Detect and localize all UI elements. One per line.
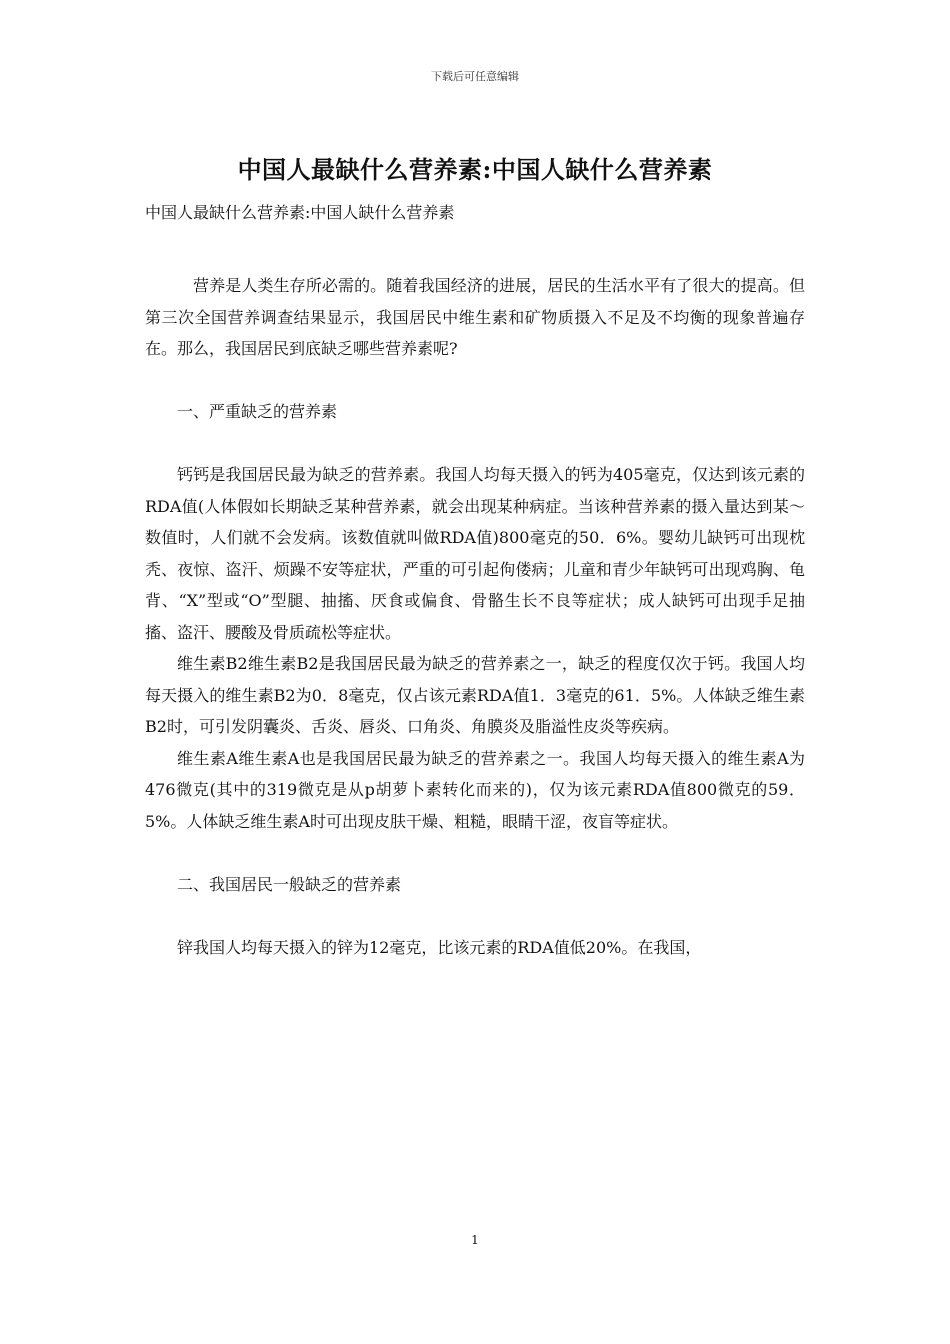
paragraph-gap (145, 837, 805, 869)
vitamin-b2-paragraph: 维生素B2维生素B2是我国居民最为缺乏的营养素之一，缺乏的程度仅次于钙。我国人均每天摄入的维生素B2为0．8毫克，仅占该元素RDA值1．3毫克的61．5%。人体缺乏维生素B2时，可引发阴囊炎、舌炎、唇炎、口角炎、角膜炎及脂溢性皮炎等疾病。 (145, 654, 805, 736)
paragraph-gap (145, 428, 805, 460)
paragraph-gap (145, 900, 805, 932)
document-subtitle: 中国人最缺什么营养素:中国人缺什么营养素 (145, 203, 455, 222)
document-body (145, 270, 805, 963)
section-1-heading: 一、严重缺乏的营养素 (177, 402, 338, 421)
section-2-heading: 二、我国居民一般缺乏的营养素 (177, 874, 402, 894)
intro-paragraph: 营养是人类生存所必需的。随着我国经济的进展，居民的生活水平有了很大的提高。但第三次全国营养调查结果显示，我国居民中维生素和矿物质摄入不足及不均衡的现象普遍存在。那么，我国居民到底缺乏哪些营养素呢? (145, 276, 805, 358)
document-title: 中国人最缺什么营养素:中国人缺什么营养素 (237, 155, 713, 184)
calcium-paragraph: 钙钙是我国居民最为缺乏的营养素。我国人均每天摄入的钙为405毫克，仅达到该元素的RDA值(人体假如长期缺乏某种营养素，就会出现某种病症。当该种营养素的摄入量达到某～数值时，人们就不会发病。该数值就叫做RDA值)800毫克的50．6%。婴幼儿缺钙可出现枕秃、夜惊、盗汗、烦躁不安等症状，严重的可引起佝偻病；儿童和青少年缺钙可出现鸡胸、龟背、“X”型或“O”型腿、抽搐、厌食或偏食、骨骼生长不良等症状；成人缺钙可出现手足抽搐、盗汗、腰酸及骨质疏松等症状。 (145, 465, 805, 642)
zinc-paragraph: 锌我国人均每天摄入的锌为12毫克，比该元素的RDA值低20%。在我国， (177, 937, 702, 957)
page-number: 1 (471, 1233, 479, 1247)
vitamin-a-paragraph: 维生素A维生素A也是我国居民最为缺乏的营养素之一。我国人均每天摄入的维生素A为476微克(其中的319微克是从p胡萝卜素转化而来的)，仅为该元素RDA值800微克的59．5%。人体缺乏维生素A时可出现皮肤干燥、粗糙，眼睛干涩，夜盲等症状。 (145, 748, 805, 831)
paragraph-gap (145, 365, 805, 397)
header-note: 下载后可任意编辑 (431, 70, 519, 83)
